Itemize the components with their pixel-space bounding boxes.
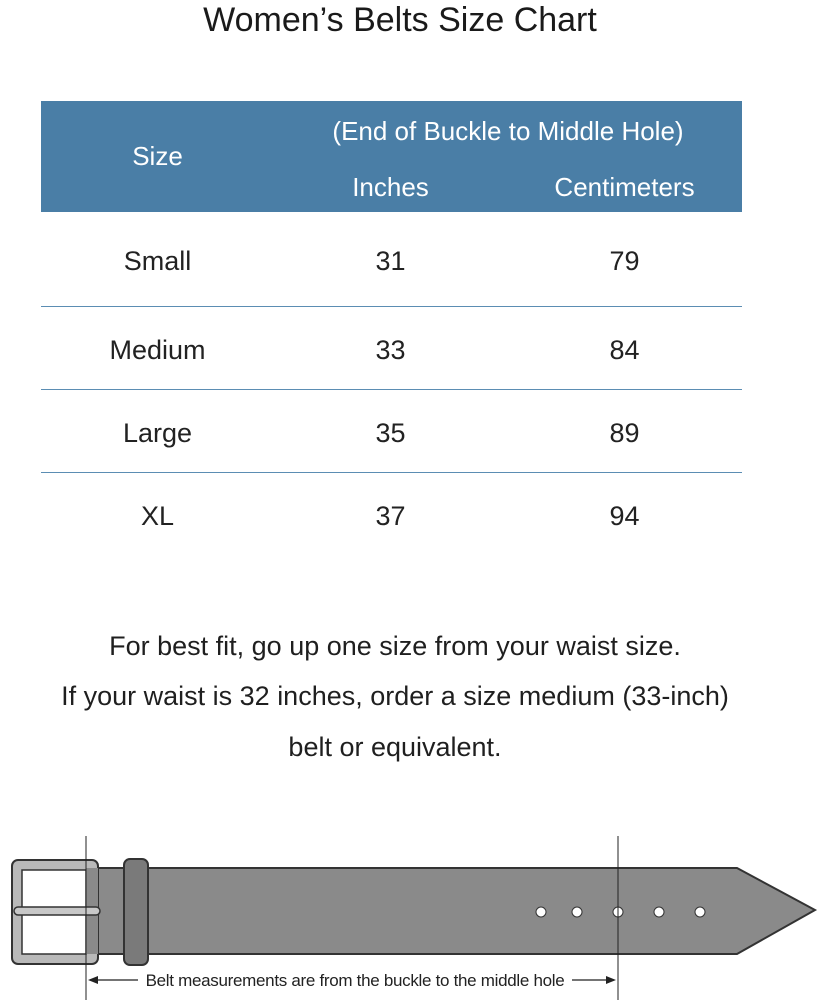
table-row [41, 496, 742, 536]
arrow-left [88, 976, 98, 984]
page-title: Women’s Belts Size Chart [203, 1, 597, 39]
cm-cell: 84 [609, 335, 640, 365]
inches-cell: 37 [375, 501, 406, 531]
table-row [41, 413, 742, 453]
row-separator [41, 389, 742, 390]
measurement-label: Belt measurements are from the buckle to the middle hole [140, 968, 570, 994]
cm-cell: 94 [609, 501, 640, 531]
size-cell: XL [140, 501, 175, 531]
fit-note-line-1: For best fit, go up one size from your waist size. [109, 631, 681, 661]
belt-hole [695, 907, 705, 917]
fit-note-line-2: If your waist is 32 inches, order a size medium (33-inch) [61, 681, 729, 711]
header-size: Size [132, 141, 183, 171]
table-header [41, 101, 742, 212]
belt-keeper [124, 859, 148, 965]
row-separator [41, 472, 742, 473]
size-cell: Medium [109, 335, 206, 365]
buckle-prong [14, 907, 100, 915]
header-inches: Inches [352, 172, 429, 202]
header-measurement-span: (End of Buckle to Middle Hole) [332, 116, 684, 146]
inches-cell: 33 [375, 335, 406, 365]
row-separator [41, 306, 742, 307]
inches-cell: 31 [375, 246, 406, 276]
inches-cell: 35 [375, 418, 406, 448]
fit-note-line-3: belt or equivalent. [288, 732, 502, 762]
size-cell: Small [123, 246, 192, 276]
cm-cell: 89 [609, 418, 640, 448]
header-centimeters: Centimeters [554, 172, 695, 202]
belt-hole [572, 907, 582, 917]
arrow-right [606, 976, 616, 984]
size-cell: Large [122, 418, 193, 448]
table-row [41, 241, 742, 281]
cm-cell: 79 [609, 246, 640, 276]
belt-hole [536, 907, 546, 917]
table-row [41, 330, 742, 370]
belt-strap [86, 868, 815, 954]
belt-hole [654, 907, 664, 917]
